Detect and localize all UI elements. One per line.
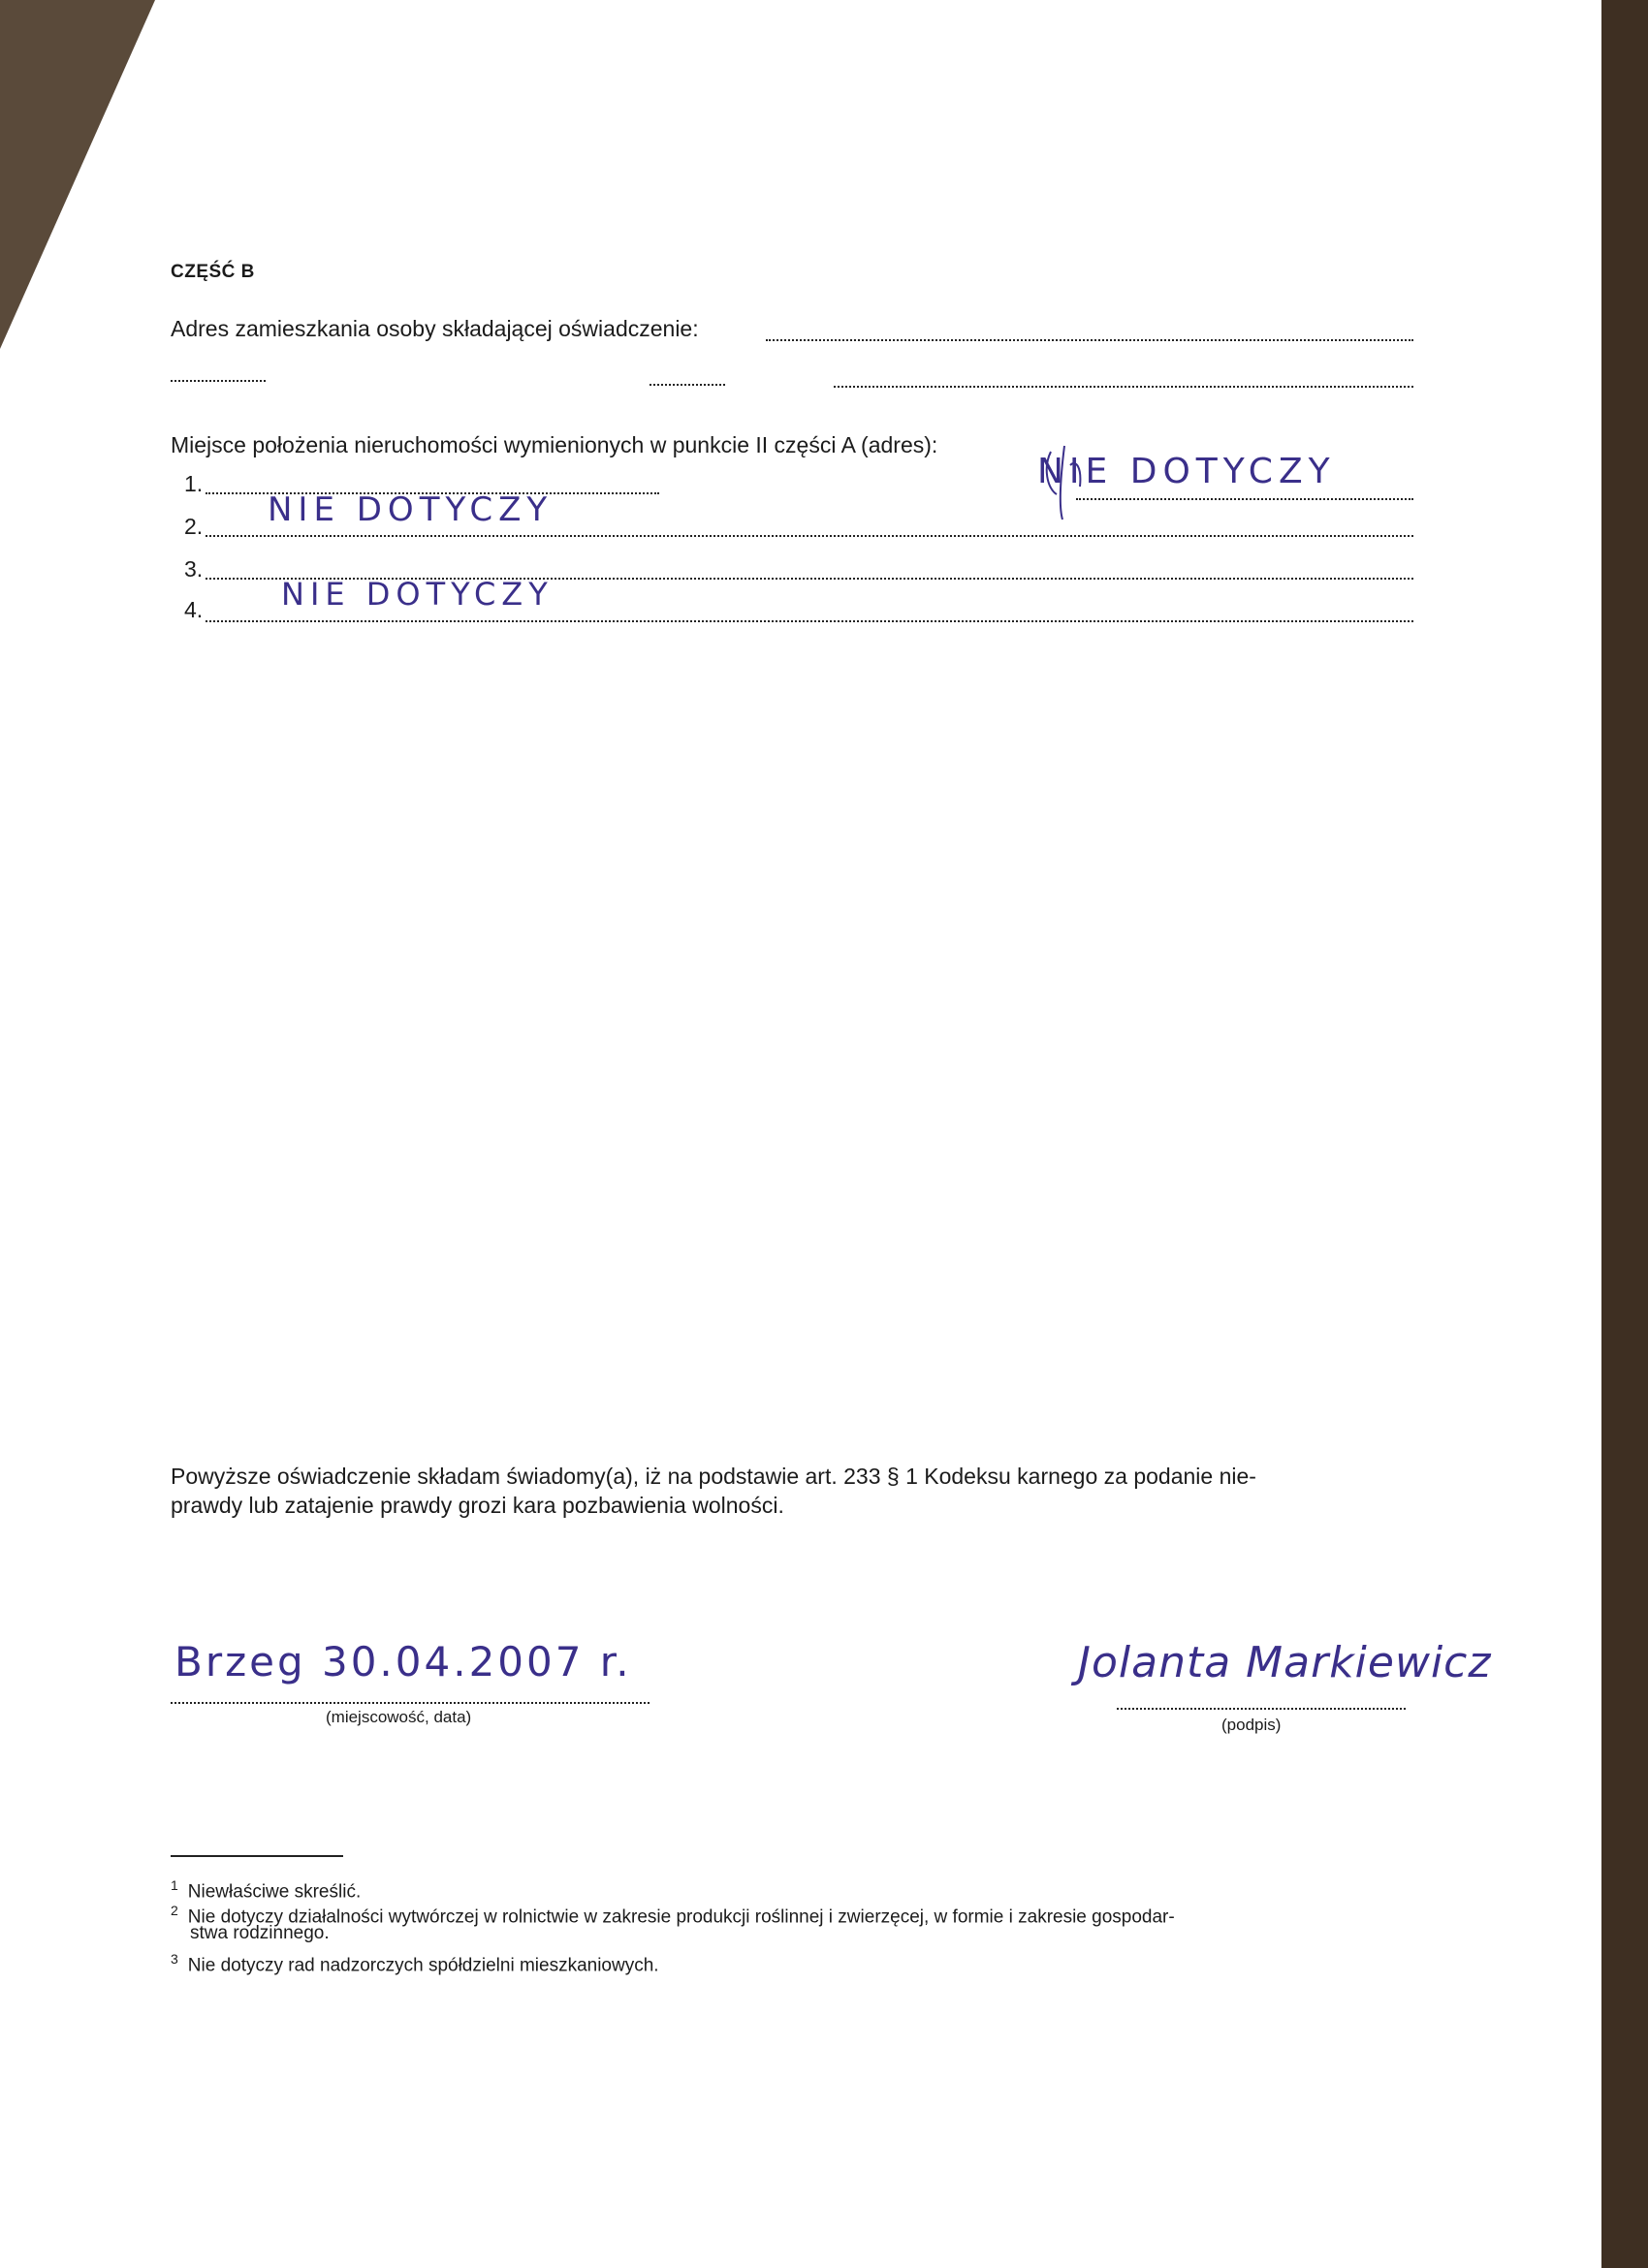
address-line-2b	[650, 384, 725, 386]
section-heading: CZĘŚĆ B	[171, 262, 255, 282]
footnote-number: 1	[171, 1877, 178, 1893]
address-line-1	[766, 339, 1413, 341]
property-line-4-handwriting: NIE DOTYCZY	[281, 576, 554, 613]
footnote-text: Niewłaściwe skreślić.	[187, 1881, 362, 1903]
footnote-separator	[171, 1855, 343, 1857]
footnote-text: Nie dotyczy rad nadzorczych spółdzielni mieszkaniowych.	[187, 1955, 659, 1976]
property-line-2-dots	[206, 535, 1413, 537]
signature-handwriting: Jolanta Markiewicz	[1078, 1638, 1492, 1687]
signature-dots	[1117, 1708, 1406, 1710]
property-line-number: 3.	[184, 556, 204, 582]
handwritten-initials	[1037, 438, 1095, 525]
signature-caption: (podpis)	[1221, 1716, 1282, 1734]
place-date-handwriting: Brzeg 30.04.2007 r.	[174, 1638, 632, 1685]
property-line-4-dots	[206, 620, 1413, 622]
scan-edge-right	[1601, 0, 1648, 2268]
property-line-number: 4.	[184, 597, 204, 622]
declaration-line-2: prawdy lub zatajenie prawdy grozi kara pozbawienia wolności.	[171, 1493, 784, 1518]
footnote-1	[171, 1874, 361, 1903]
property-line-1-dots-right	[1076, 498, 1413, 500]
address-line-2a	[171, 380, 266, 382]
footnote-number: 3	[171, 1951, 178, 1967]
declaration-line-1: Powyższe oświadczenie składam świadomy(a), iż na podstawie art. 233 § 1 Kodeksu karnego za podanie nie-	[171, 1464, 1256, 1489]
footnote-3	[171, 1948, 659, 1976]
scan-edge-left	[0, 0, 213, 349]
property-line-2-handwriting: NIE DOTYCZY	[268, 490, 554, 529]
place-date-dots	[171, 1702, 650, 1704]
footnote-2-continuation: stwa rodzinnego.	[190, 1923, 330, 1943]
footnote-number: 2	[171, 1903, 178, 1918]
place-date-caption: (miejscowość, data)	[326, 1708, 472, 1726]
property-line-number: 1.	[184, 471, 204, 496]
address-line-2c	[834, 386, 1413, 388]
address-label: Adres zamieszkania osoby składającej oświadczenie:	[171, 316, 699, 341]
property-label: Miejsce położenia nieruchomości wymienionych w punkcie II części A (adres):	[171, 432, 938, 457]
property-line-number: 2.	[184, 514, 204, 539]
property-line-1-handwriting: NIE DOTYCZY	[1037, 452, 1336, 491]
footnote-text: Nie dotyczy działalności wytwórczej w rolnictwie w zakresie produkcji roślinnej i zwierzęcej, w formie i zakresie gospodar-	[187, 1906, 1175, 1928]
